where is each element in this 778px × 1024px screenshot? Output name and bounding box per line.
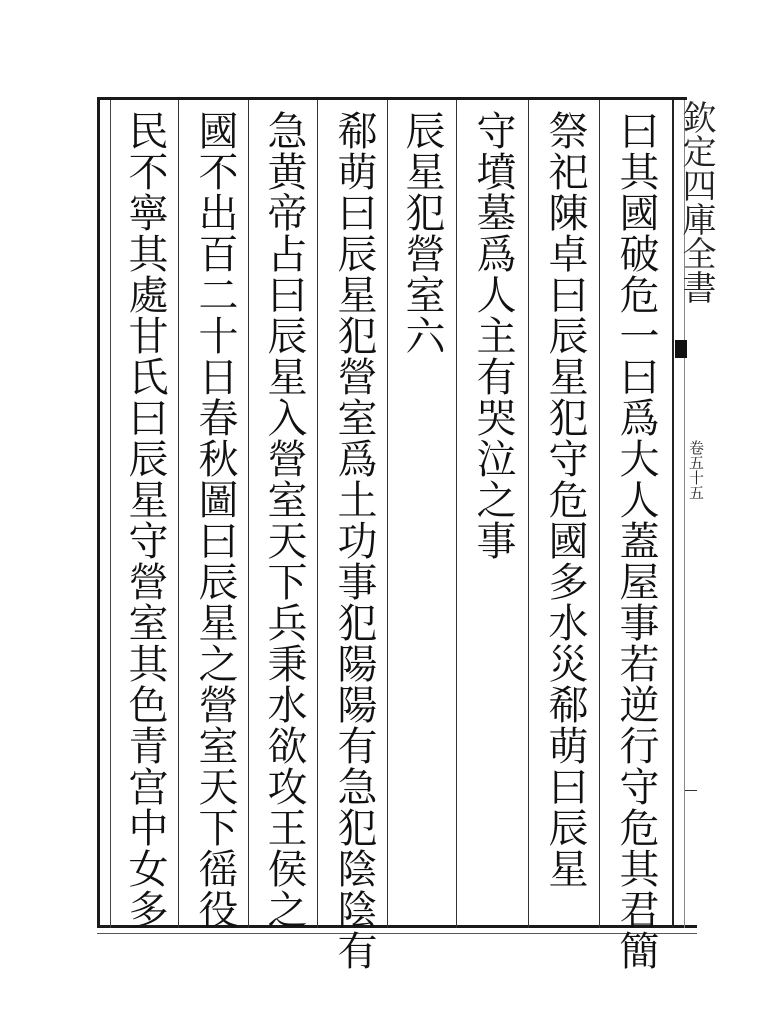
text-column-7: [190, 110, 240, 930]
text-column-4: [397, 110, 447, 356]
text-column-3: [468, 110, 518, 561]
border-bottom-thin: [97, 933, 697, 934]
section-heading: 辰星犯營室六: [399, 110, 445, 356]
text-segment: 春秋圖曰辰星之營室天下徭役: [192, 397, 238, 930]
border-bottom: [97, 925, 697, 928]
book-title: 欽定四庫全書: [676, 100, 716, 304]
column-divider: [528, 100, 529, 928]
column-divider: [599, 100, 600, 928]
column-divider: [248, 100, 249, 928]
text-segment: 民不寧其處: [122, 110, 168, 315]
column-divider: [317, 100, 318, 928]
text-column-1: [611, 110, 661, 971]
margin-tick: [685, 790, 697, 791]
text-segment: 守墳墓爲人主有哭泣之事: [470, 110, 516, 561]
text-column-8: [120, 110, 170, 930]
border-left: [97, 97, 100, 928]
text-segment: 曰其國破危一曰爲大人蓋屋事若逆行守危其君簡: [613, 110, 659, 971]
text-column-5: [329, 110, 379, 971]
column-divider: [178, 100, 179, 928]
text-segment: 祭祀: [542, 110, 588, 192]
column-divider: [387, 100, 388, 928]
juan-label: 卷五十五: [687, 440, 705, 500]
text-segment: 郗萌曰辰星犯營室爲土功事犯陽陽有急犯陰陰有: [331, 110, 377, 971]
column-divider: [456, 100, 457, 928]
border-left-inner: [110, 100, 111, 928]
text-segment: 甘氏曰辰星守營室其色青宫中女多: [122, 315, 168, 930]
text-segment: 黄帝占曰辰星入營室天下兵秉水欲攻王侯之: [261, 151, 307, 930]
text-column-2: [540, 110, 590, 889]
border-right: [672, 100, 674, 928]
fish-tail-mark: [675, 340, 687, 358]
text-segment: 急: [261, 110, 307, 151]
text-column-6: [259, 110, 309, 930]
text-segment: 國不出百二十日: [192, 110, 238, 397]
text-segment: 陳卓曰辰星犯守危國多水災: [542, 192, 588, 684]
text-segment: 郗萌曰辰星: [542, 684, 588, 889]
